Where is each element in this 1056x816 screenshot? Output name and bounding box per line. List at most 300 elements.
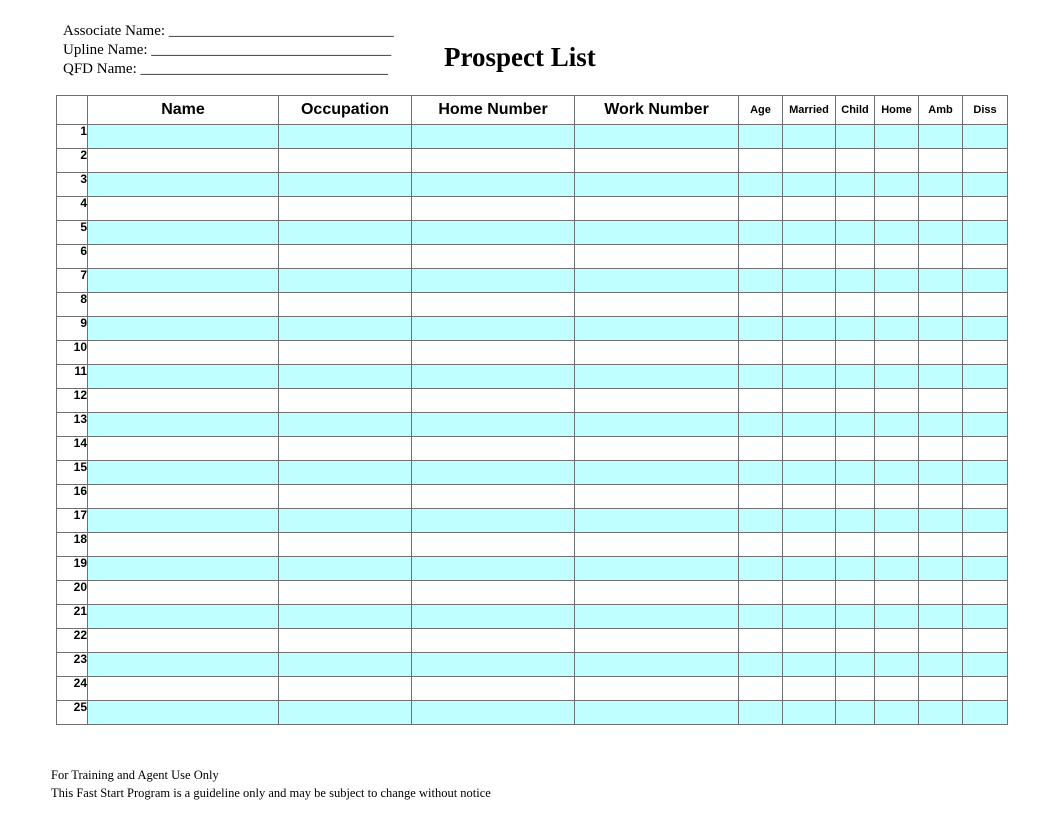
work-number-cell[interactable]: [575, 125, 739, 149]
amb-cell[interactable]: [919, 197, 963, 221]
married-cell[interactable]: [783, 173, 836, 197]
married-cell[interactable]: [783, 389, 836, 413]
occupation-cell[interactable]: [279, 677, 412, 701]
table-row: [57, 581, 1008, 605]
work-number-cell[interactable]: [575, 485, 739, 509]
upline-name-field[interactable]: Upline Name: ________________________________: [63, 42, 392, 58]
name-cell[interactable]: [88, 149, 279, 173]
name-cell[interactable]: [88, 533, 279, 557]
married-cell[interactable]: [783, 293, 836, 317]
home-number-cell[interactable]: [412, 389, 575, 413]
home-cell[interactable]: [875, 413, 919, 437]
amb-cell[interactable]: [919, 317, 963, 341]
row-number: 19: [57, 557, 88, 581]
work-number-cell[interactable]: [575, 533, 739, 557]
home-number-cell[interactable]: [412, 557, 575, 581]
row-number: 5: [57, 221, 88, 245]
occupation-cell[interactable]: [279, 365, 412, 389]
child-cell[interactable]: [836, 317, 875, 341]
table-row: [57, 125, 1008, 149]
child-cell[interactable]: [836, 365, 875, 389]
diss-cell[interactable]: [963, 629, 1008, 653]
row-number: 14: [57, 437, 88, 461]
table-row: [57, 269, 1008, 293]
home-cell[interactable]: [875, 389, 919, 413]
age-cell[interactable]: [739, 485, 783, 509]
child-cell[interactable]: [836, 605, 875, 629]
name-cell[interactable]: [88, 173, 279, 197]
home-number-cell[interactable]: [412, 221, 575, 245]
header-home: Home: [875, 96, 919, 125]
row-number: 7: [57, 269, 88, 293]
home-number-cell[interactable]: [412, 413, 575, 437]
amb-cell[interactable]: [919, 581, 963, 605]
married-cell[interactable]: [783, 629, 836, 653]
age-cell[interactable]: [739, 581, 783, 605]
age-cell[interactable]: [739, 461, 783, 485]
amb-cell[interactable]: [919, 701, 963, 725]
age-cell[interactable]: [739, 149, 783, 173]
name-cell[interactable]: [88, 557, 279, 581]
row-number: 15: [57, 461, 88, 485]
child-cell[interactable]: [836, 341, 875, 365]
home-number-cell[interactable]: [412, 581, 575, 605]
work-number-cell[interactable]: [575, 629, 739, 653]
name-cell[interactable]: [88, 365, 279, 389]
home-number-cell[interactable]: [412, 173, 575, 197]
age-cell[interactable]: [739, 125, 783, 149]
row-number: 6: [57, 245, 88, 269]
amb-cell[interactable]: [919, 245, 963, 269]
header-number: [57, 96, 88, 125]
child-cell[interactable]: [836, 221, 875, 245]
prospect-table: [56, 95, 1008, 725]
diss-cell[interactable]: [963, 317, 1008, 341]
occupation-cell[interactable]: [279, 605, 412, 629]
diss-cell[interactable]: [963, 485, 1008, 509]
age-cell[interactable]: [739, 605, 783, 629]
name-cell[interactable]: [88, 461, 279, 485]
occupation-cell[interactable]: [279, 245, 412, 269]
home-cell[interactable]: [875, 677, 919, 701]
child-cell[interactable]: [836, 245, 875, 269]
home-cell[interactable]: [875, 365, 919, 389]
name-cell[interactable]: [88, 317, 279, 341]
age-cell[interactable]: [739, 173, 783, 197]
age-cell[interactable]: [739, 221, 783, 245]
child-cell[interactable]: [836, 293, 875, 317]
home-cell[interactable]: [875, 653, 919, 677]
married-cell[interactable]: [783, 437, 836, 461]
diss-cell[interactable]: [963, 509, 1008, 533]
row-number: 25: [57, 701, 88, 725]
married-cell[interactable]: [783, 221, 836, 245]
diss-cell[interactable]: [963, 245, 1008, 269]
home-cell[interactable]: [875, 293, 919, 317]
age-cell[interactable]: [739, 437, 783, 461]
row-number: 12: [57, 389, 88, 413]
age-cell[interactable]: [739, 533, 783, 557]
occupation-cell[interactable]: [279, 389, 412, 413]
home-number-cell[interactable]: [412, 317, 575, 341]
work-number-cell[interactable]: [575, 149, 739, 173]
home-cell[interactable]: [875, 269, 919, 293]
child-cell[interactable]: [836, 461, 875, 485]
child-cell[interactable]: [836, 509, 875, 533]
amb-cell[interactable]: [919, 125, 963, 149]
work-number-cell[interactable]: [575, 317, 739, 341]
home-cell[interactable]: [875, 485, 919, 509]
table-row: [57, 629, 1008, 653]
age-cell[interactable]: [739, 197, 783, 221]
child-cell[interactable]: [836, 437, 875, 461]
table-row: [57, 701, 1008, 725]
diss-cell[interactable]: [963, 533, 1008, 557]
age-cell[interactable]: [739, 293, 783, 317]
amb-cell[interactable]: [919, 149, 963, 173]
home-number-cell[interactable]: [412, 605, 575, 629]
married-cell[interactable]: [783, 485, 836, 509]
married-cell[interactable]: [783, 317, 836, 341]
age-cell[interactable]: [739, 365, 783, 389]
occupation-cell[interactable]: [279, 197, 412, 221]
diss-cell[interactable]: [963, 413, 1008, 437]
age-cell[interactable]: [739, 653, 783, 677]
amb-cell[interactable]: [919, 413, 963, 437]
married-cell[interactable]: [783, 125, 836, 149]
header-diss: Diss: [963, 96, 1008, 125]
work-number-cell[interactable]: [575, 653, 739, 677]
name-cell[interactable]: [88, 653, 279, 677]
age-cell[interactable]: [739, 269, 783, 293]
age-cell[interactable]: [739, 629, 783, 653]
diss-cell[interactable]: [963, 581, 1008, 605]
occupation-cell[interactable]: [279, 173, 412, 197]
occupation-cell[interactable]: [279, 581, 412, 605]
amb-cell[interactable]: [919, 293, 963, 317]
work-number-cell[interactable]: [575, 437, 739, 461]
table-header-row: [57, 96, 1008, 125]
diss-cell[interactable]: [963, 701, 1008, 725]
amb-cell[interactable]: [919, 173, 963, 197]
home-cell[interactable]: [875, 701, 919, 725]
occupation-cell[interactable]: [279, 701, 412, 725]
row-number: 11: [57, 365, 88, 389]
home-cell[interactable]: [875, 125, 919, 149]
child-cell[interactable]: [836, 173, 875, 197]
occupation-cell[interactable]: [279, 125, 412, 149]
home-cell[interactable]: [875, 581, 919, 605]
home-number-cell[interactable]: [412, 509, 575, 533]
table-row: [57, 173, 1008, 197]
married-cell[interactable]: [783, 341, 836, 365]
name-cell[interactable]: [88, 341, 279, 365]
home-cell[interactable]: [875, 461, 919, 485]
name-cell[interactable]: [88, 245, 279, 269]
amb-cell[interactable]: [919, 221, 963, 245]
diss-cell[interactable]: [963, 605, 1008, 629]
occupation-cell[interactable]: [279, 149, 412, 173]
married-cell[interactable]: [783, 701, 836, 725]
name-cell[interactable]: [88, 605, 279, 629]
child-cell[interactable]: [836, 557, 875, 581]
work-number-cell[interactable]: [575, 245, 739, 269]
home-number-cell[interactable]: [412, 653, 575, 677]
work-number-cell[interactable]: [575, 197, 739, 221]
occupation-cell[interactable]: [279, 557, 412, 581]
diss-cell[interactable]: [963, 149, 1008, 173]
header-name: Name: [88, 96, 279, 125]
home-cell[interactable]: [875, 149, 919, 173]
name-cell[interactable]: [88, 221, 279, 245]
diss-cell[interactable]: [963, 557, 1008, 581]
name-cell[interactable]: [88, 629, 279, 653]
row-number: 17: [57, 509, 88, 533]
occupation-cell[interactable]: [279, 341, 412, 365]
home-cell[interactable]: [875, 437, 919, 461]
footer-line-2: This Fast Start Program is a guideline only and may be subject to change without notice: [51, 786, 491, 800]
row-number: 23: [57, 653, 88, 677]
married-cell[interactable]: [783, 677, 836, 701]
table-row: [57, 605, 1008, 629]
child-cell[interactable]: [836, 389, 875, 413]
row-number: 13: [57, 413, 88, 437]
home-number-cell[interactable]: [412, 293, 575, 317]
home-cell[interactable]: [875, 509, 919, 533]
diss-cell[interactable]: [963, 437, 1008, 461]
age-cell[interactable]: [739, 557, 783, 581]
name-cell[interactable]: [88, 677, 279, 701]
occupation-cell[interactable]: [279, 437, 412, 461]
child-cell[interactable]: [836, 125, 875, 149]
home-number-cell[interactable]: [412, 629, 575, 653]
diss-cell[interactable]: [963, 341, 1008, 365]
work-number-cell[interactable]: [575, 581, 739, 605]
work-number-cell[interactable]: [575, 677, 739, 701]
occupation-cell[interactable]: [279, 461, 412, 485]
amb-cell[interactable]: [919, 365, 963, 389]
occupation-cell[interactable]: [279, 269, 412, 293]
page-title: Prospect List: [444, 42, 596, 72]
age-cell[interactable]: [739, 341, 783, 365]
home-number-cell[interactable]: [412, 197, 575, 221]
work-number-cell[interactable]: [575, 365, 739, 389]
married-cell[interactable]: [783, 269, 836, 293]
amb-cell[interactable]: [919, 629, 963, 653]
name-cell[interactable]: [88, 389, 279, 413]
married-cell[interactable]: [783, 365, 836, 389]
home-cell[interactable]: [875, 245, 919, 269]
diss-cell[interactable]: [963, 389, 1008, 413]
amb-cell[interactable]: [919, 509, 963, 533]
work-number-cell[interactable]: [575, 557, 739, 581]
married-cell[interactable]: [783, 557, 836, 581]
header-age: Age: [739, 96, 783, 125]
married-cell[interactable]: [783, 605, 836, 629]
occupation-cell[interactable]: [279, 317, 412, 341]
child-cell[interactable]: [836, 197, 875, 221]
home-cell[interactable]: [875, 197, 919, 221]
table-row: [57, 293, 1008, 317]
married-cell[interactable]: [783, 533, 836, 557]
child-cell[interactable]: [836, 581, 875, 605]
home-number-cell[interactable]: [412, 677, 575, 701]
name-cell[interactable]: [88, 197, 279, 221]
work-number-cell[interactable]: [575, 221, 739, 245]
home-cell[interactable]: [875, 605, 919, 629]
married-cell[interactable]: [783, 581, 836, 605]
amb-cell[interactable]: [919, 269, 963, 293]
married-cell[interactable]: [783, 197, 836, 221]
name-cell[interactable]: [88, 269, 279, 293]
diss-cell[interactable]: [963, 125, 1008, 149]
age-cell[interactable]: [739, 413, 783, 437]
table-row: [57, 413, 1008, 437]
home-cell[interactable]: [875, 317, 919, 341]
amb-cell[interactable]: [919, 437, 963, 461]
table-row: [57, 677, 1008, 701]
age-cell[interactable]: [739, 509, 783, 533]
amb-cell[interactable]: [919, 461, 963, 485]
row-number: 10: [57, 341, 88, 365]
work-number-cell[interactable]: [575, 341, 739, 365]
married-cell[interactable]: [783, 461, 836, 485]
table-row: [57, 653, 1008, 677]
name-cell[interactable]: [88, 701, 279, 725]
table-row: [57, 389, 1008, 413]
amb-cell[interactable]: [919, 341, 963, 365]
table-row: [57, 317, 1008, 341]
work-number-cell[interactable]: [575, 293, 739, 317]
diss-cell[interactable]: [963, 365, 1008, 389]
child-cell[interactable]: [836, 149, 875, 173]
home-number-cell[interactable]: [412, 533, 575, 557]
row-number: 21: [57, 605, 88, 629]
diss-cell[interactable]: [963, 221, 1008, 245]
home-number-cell[interactable]: [412, 341, 575, 365]
home-cell[interactable]: [875, 341, 919, 365]
amb-cell[interactable]: [919, 389, 963, 413]
child-cell[interactable]: [836, 485, 875, 509]
associate-name-field[interactable]: Associate Name: ______________________________: [63, 23, 394, 39]
amb-cell[interactable]: [919, 557, 963, 581]
age-cell[interactable]: [739, 701, 783, 725]
work-number-cell[interactable]: [575, 605, 739, 629]
married-cell[interactable]: [783, 149, 836, 173]
married-cell[interactable]: [783, 413, 836, 437]
occupation-cell[interactable]: [279, 221, 412, 245]
footer: [51, 766, 491, 802]
diss-cell[interactable]: [963, 461, 1008, 485]
home-cell[interactable]: [875, 557, 919, 581]
home-number-cell[interactable]: [412, 365, 575, 389]
home-number-cell[interactable]: [412, 125, 575, 149]
name-cell[interactable]: [88, 437, 279, 461]
row-number: 4: [57, 197, 88, 221]
name-cell[interactable]: [88, 413, 279, 437]
age-cell[interactable]: [739, 317, 783, 341]
table-row: [57, 437, 1008, 461]
work-number-cell[interactable]: [575, 461, 739, 485]
header-work-number: Work Number: [575, 96, 739, 125]
diss-cell[interactable]: [963, 653, 1008, 677]
amb-cell[interactable]: [919, 653, 963, 677]
name-cell[interactable]: [88, 125, 279, 149]
age-cell[interactable]: [739, 389, 783, 413]
home-number-cell[interactable]: [412, 485, 575, 509]
child-cell[interactable]: [836, 701, 875, 725]
home-cell[interactable]: [875, 173, 919, 197]
child-cell[interactable]: [836, 653, 875, 677]
diss-cell[interactable]: [963, 677, 1008, 701]
qfd-name-field[interactable]: QFD Name: _________________________________: [63, 61, 388, 77]
work-number-cell[interactable]: [575, 173, 739, 197]
home-cell[interactable]: [875, 629, 919, 653]
name-cell[interactable]: [88, 485, 279, 509]
home-number-cell[interactable]: [412, 269, 575, 293]
child-cell[interactable]: [836, 629, 875, 653]
occupation-cell[interactable]: [279, 485, 412, 509]
age-cell[interactable]: [739, 245, 783, 269]
table-row: [57, 245, 1008, 269]
name-cell[interactable]: [88, 293, 279, 317]
married-cell[interactable]: [783, 509, 836, 533]
child-cell[interactable]: [836, 533, 875, 557]
home-cell[interactable]: [875, 533, 919, 557]
work-number-cell[interactable]: [575, 509, 739, 533]
married-cell[interactable]: [783, 245, 836, 269]
diss-cell[interactable]: [963, 173, 1008, 197]
amb-cell[interactable]: [919, 485, 963, 509]
header-occupation: Occupation: [279, 96, 412, 125]
home-number-cell[interactable]: [412, 437, 575, 461]
occupation-cell[interactable]: [279, 509, 412, 533]
diss-cell[interactable]: [963, 293, 1008, 317]
home-number-cell[interactable]: [412, 149, 575, 173]
occupation-cell[interactable]: [279, 629, 412, 653]
child-cell[interactable]: [836, 269, 875, 293]
work-number-cell[interactable]: [575, 389, 739, 413]
occupation-cell[interactable]: [279, 293, 412, 317]
child-cell[interactable]: [836, 677, 875, 701]
diss-cell[interactable]: [963, 269, 1008, 293]
married-cell[interactable]: [783, 653, 836, 677]
row-number: 24: [57, 677, 88, 701]
row-number: 9: [57, 317, 88, 341]
name-cell[interactable]: [88, 581, 279, 605]
amb-cell[interactable]: [919, 677, 963, 701]
age-cell[interactable]: [739, 677, 783, 701]
work-number-cell[interactable]: [575, 701, 739, 725]
occupation-cell[interactable]: [279, 653, 412, 677]
table-row: [57, 221, 1008, 245]
row-number: 16: [57, 485, 88, 509]
home-number-cell[interactable]: [412, 245, 575, 269]
home-cell[interactable]: [875, 221, 919, 245]
home-number-cell[interactable]: [412, 701, 575, 725]
diss-cell[interactable]: [963, 197, 1008, 221]
child-cell[interactable]: [836, 413, 875, 437]
occupation-cell[interactable]: [279, 413, 412, 437]
occupation-cell[interactable]: [279, 533, 412, 557]
home-number-cell[interactable]: [412, 461, 575, 485]
work-number-cell[interactable]: [575, 413, 739, 437]
work-number-cell[interactable]: [575, 269, 739, 293]
amb-cell[interactable]: [919, 605, 963, 629]
name-cell[interactable]: [88, 509, 279, 533]
header-child: Child: [836, 96, 875, 125]
amb-cell[interactable]: [919, 533, 963, 557]
